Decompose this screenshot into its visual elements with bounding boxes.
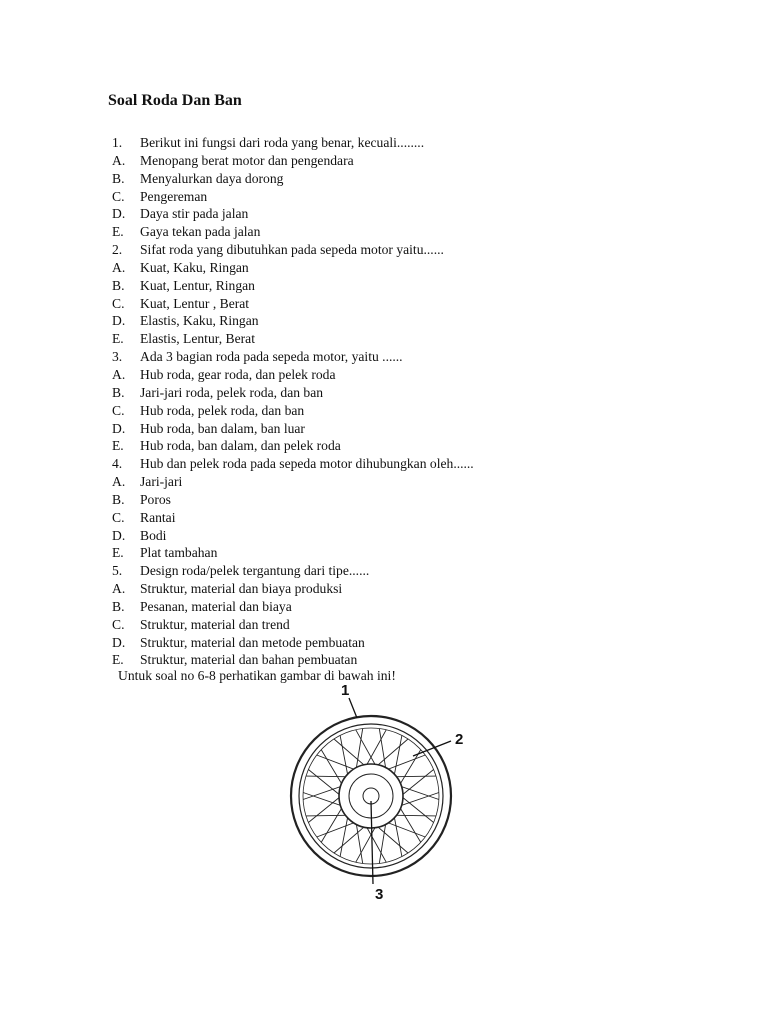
line-label: E.: [112, 331, 124, 347]
line-text: Ada 3 bagian roda pada sepeda motor, yaitu ......: [140, 349, 403, 365]
line-text: Daya stir pada jalan: [140, 206, 249, 222]
line-text: Pengereman: [140, 188, 208, 204]
line-text: Menyalurkan daya dorong: [140, 170, 284, 186]
line-label: A.: [112, 581, 126, 597]
line-text: Kuat, Kaku, Ringan: [140, 259, 249, 275]
line-text: Gaya tekan pada jalan: [140, 224, 261, 240]
line-label: 3.: [112, 349, 123, 365]
line-label: D.: [112, 206, 126, 222]
line-text: Hub roda, pelek roda, dan ban: [140, 402, 305, 418]
line-label: A.: [112, 366, 126, 382]
line-label: B.: [112, 384, 125, 400]
line-label: D.: [112, 527, 126, 543]
line-label: A.: [112, 474, 126, 490]
line-label: E.: [112, 224, 124, 240]
line-text: Berikut ini fungsi dari roda yang benar, kecuali........: [140, 135, 425, 150]
line-label: 2.: [112, 242, 123, 258]
callout-label-2: 2: [455, 731, 464, 748]
callout-label-3: 3: [375, 886, 384, 903]
line-text: Struktur, material dan trend: [140, 616, 290, 632]
line-label: E.: [112, 652, 124, 668]
line-text: Hub roda, ban dalam, dan pelek roda: [140, 438, 341, 454]
line-text: Design roda/pelek tergantung dari tipe......: [140, 563, 370, 579]
line-label: B.: [112, 170, 125, 186]
wheel-diagram: [285, 684, 485, 906]
line-text: Rantai: [140, 509, 176, 525]
line-text: Poros: [140, 491, 171, 507]
line-label: C.: [112, 295, 125, 311]
page-title: Soal Roda Dan Ban: [108, 92, 242, 109]
line-label: A.: [112, 152, 126, 168]
line-label: D.: [112, 313, 126, 329]
line-text: Plat tambahan: [140, 545, 218, 561]
line-label: D.: [112, 634, 126, 650]
line-label: B.: [112, 277, 125, 293]
line-text: Elastis, Kaku, Ringan: [140, 313, 259, 329]
line-label: A.: [112, 259, 126, 275]
line-text: Hub roda, gear roda, dan pelek roda: [140, 366, 336, 382]
line-label: C.: [112, 616, 125, 632]
line-text: Kuat, Lentur, Ringan: [140, 277, 255, 293]
line-label: 5.: [112, 563, 123, 579]
line-text: Kuat, Lentur , Berat: [140, 295, 250, 311]
line-label: C.: [112, 188, 125, 204]
line-label: C.: [112, 509, 125, 525]
line-label: C.: [112, 402, 125, 418]
callout-label-1: 1: [341, 682, 350, 699]
line-text: Pesanan, material dan biaya: [140, 598, 292, 614]
figure-intro-text: Untuk soal no 6-8 perhatikan gambar di bawah ini!: [118, 668, 396, 683]
line-label: E.: [112, 438, 124, 454]
line-text: Elastis, Lentur, Berat: [140, 331, 255, 347]
line-text: Jari-jari roda, pelek roda, dan ban: [140, 384, 324, 400]
callout-1-leader: [349, 698, 357, 718]
line-text: Jari-jari: [140, 474, 183, 490]
line-text: Bodi: [140, 527, 167, 543]
wheel-figure: [285, 684, 485, 906]
line-text: Struktur, material dan metode pembuatan: [140, 634, 365, 650]
line-text: Struktur, material dan biaya produksi: [140, 581, 343, 597]
line-text: Hub roda, ban dalam, ban luar: [140, 420, 305, 436]
line-label: 4.: [112, 456, 123, 472]
line-text: Sifat roda yang dibutuhkan pada sepeda motor yaitu......: [140, 242, 444, 258]
line-label: 1.: [112, 135, 123, 150]
line-label: B.: [112, 598, 125, 614]
line-label: B.: [112, 491, 125, 507]
line-text: Menopang berat motor dan pengendara: [140, 152, 354, 168]
line-text: Hub dan pelek roda pada sepeda motor dihubungkan oleh......: [140, 456, 474, 472]
line-text: Struktur, material dan bahan pembuatan: [140, 652, 358, 668]
line-label: D.: [112, 420, 126, 436]
line-label: E.: [112, 545, 124, 561]
